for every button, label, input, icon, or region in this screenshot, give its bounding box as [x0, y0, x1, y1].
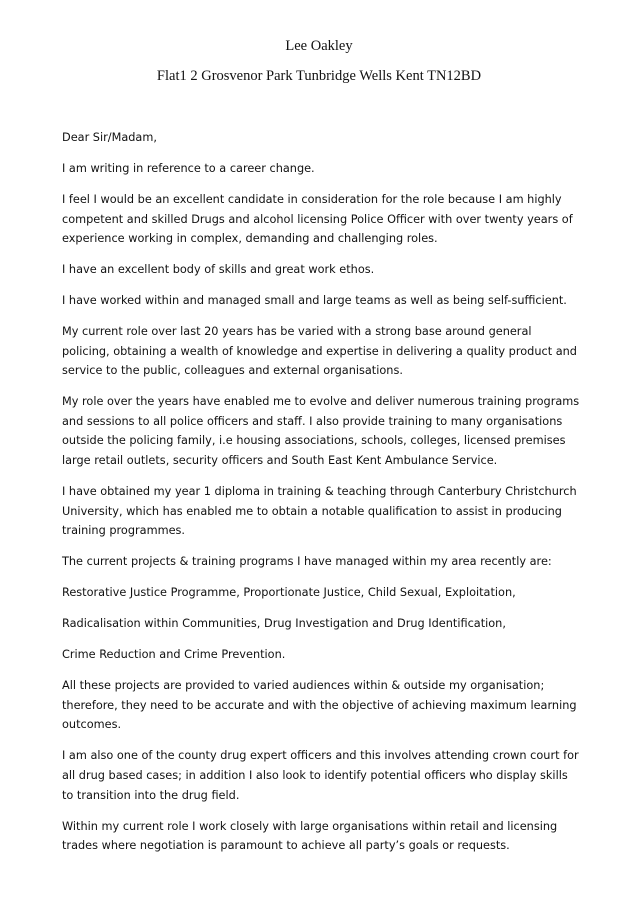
paragraph-training — [62, 392, 582, 470]
text-line: I am writing in reference to a career change. — [62, 161, 315, 175]
paragraph-project-list-3 — [62, 645, 582, 665]
text-line: Restorative Justice Programme, Proportionate Justice, Child Sexual, Exploitation, — [62, 586, 516, 600]
paragraph-skills — [62, 260, 582, 280]
text-line: therefore, they need to be accurate and with the objective of achieving maximum learning — [62, 698, 577, 712]
text-line: outcomes. — [62, 718, 122, 732]
text-line: trades where negotiation is paramount to achieve all party’s goals or requests. — [62, 839, 510, 853]
text-line: University, which has enabled me to obtain a notable qualification to assist in producing — [62, 504, 562, 518]
text-line: My current role over last 20 years has be varied with a strong base around general — [62, 325, 532, 339]
text-line: large retail outlets, security officers and South East Kent Ambulance Service. — [62, 454, 498, 468]
paragraph-projects-intro — [62, 552, 582, 572]
text-line: Dear Sir/Madam, — [62, 131, 157, 144]
text-line: and sessions to all police officers and staff. I also provide training to many organisations — [62, 414, 563, 428]
letter-body — [62, 128, 582, 867]
paragraph-organisations — [62, 817, 582, 856]
paragraph-drug-expert — [62, 746, 582, 805]
paragraph-audiences — [62, 676, 582, 735]
paragraph-salutation — [62, 128, 582, 148]
text-line: I have an excellent body of skills and great work ethos. — [62, 263, 375, 277]
text-line: policing, obtaining a wealth of knowledge and expertise in delivering a quality product and — [62, 344, 577, 358]
text-line: I have obtained my year 1 diploma in training & teaching through Canterbury Christchurch — [62, 485, 577, 499]
text-line: to transition into the drug field. — [62, 788, 240, 802]
text-line: I feel I would be an excellent candidate in consideration for the role because I am highly — [62, 192, 562, 206]
text-line: The current projects & training programs I have managed within my area recently are: — [62, 555, 552, 569]
paragraph-project-list-2 — [62, 614, 582, 634]
text-line: training programmes. — [62, 524, 186, 538]
paragraph-current-role — [62, 322, 582, 381]
paragraph-diploma — [62, 482, 582, 541]
text-line: service to the public, colleagues and external organisations. — [62, 364, 403, 378]
text-line: experience working in complex, demanding and challenging roles. — [62, 232, 438, 246]
paragraph-candidate — [62, 190, 582, 249]
text-line: I am also one of the county drug expert officers and this involves attending crown court for — [62, 749, 579, 763]
paragraph-project-list-1 — [62, 583, 582, 603]
sender-name: Lee Oakley — [285, 38, 353, 54]
paragraph-intro — [62, 159, 582, 179]
paragraph-teams — [62, 291, 582, 311]
sender-address: Flat1 2 Grosvenor Park Tunbridge Wells Kent TN12BD — [156, 68, 482, 84]
text-line: all drug based cases; in addition I also look to identify potential officers who display skills — [62, 768, 568, 782]
text-line: Crime Reduction and Crime Prevention. — [62, 648, 286, 662]
text-line: Within my current role I work closely with large organisations within retail and licensing — [62, 819, 558, 833]
text-line: competent and skilled Drugs and alcohol licensing Police Officer with over twenty years of — [62, 212, 573, 226]
text-line: I have worked within and managed small and large teams as well as being self-sufficient. — [62, 294, 567, 308]
text-line: outside the policing family, i.e housing associations, schools, colleges, licensed premises — [62, 434, 566, 448]
text-line: My role over the years have enabled me to evolve and deliver numerous training programs — [62, 395, 580, 409]
text-line: Radicalisation within Communities, Drug Investigation and Drug Identification, — [62, 617, 506, 631]
text-line: All these projects are provided to varied audiences within & outside my organisation; — [62, 679, 545, 693]
